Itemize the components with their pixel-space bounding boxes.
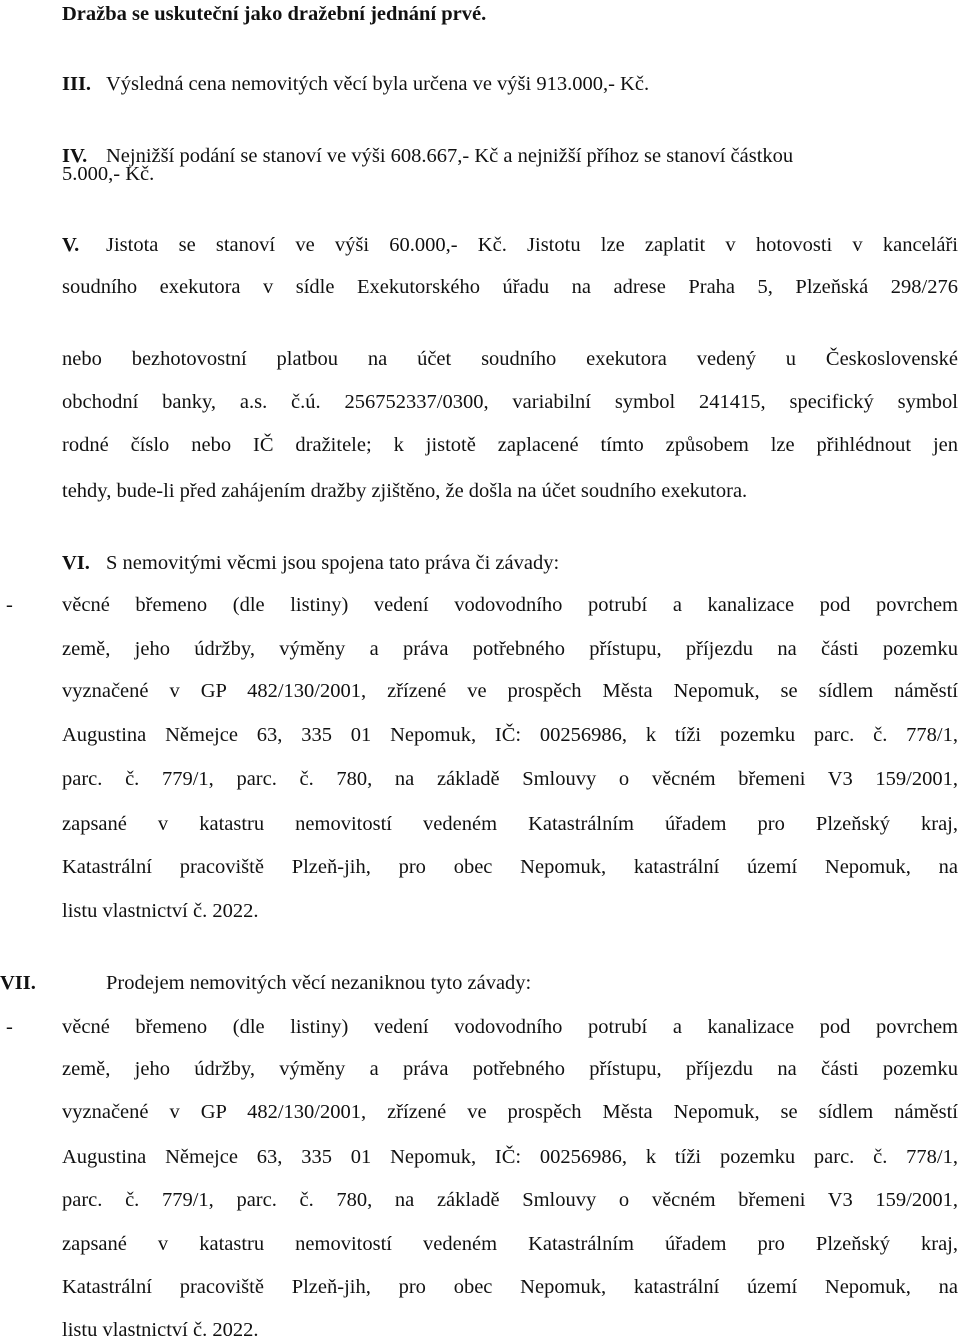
section-7-line-3: vyznačené v GP 482/130/2001, zřízené ve prospěch Města Nepomuk, se sídlem náměstí [62,1101,958,1123]
section-6-line-2: země, jeho údržby, výměny a práva potřebného přístupu, příjezdu na části pozemku [62,638,958,660]
section-7-heading: Prodejem nemovitých věcí nezaniknou tyto závady: [106,972,532,994]
section-3-number: III. [62,73,92,95]
section-5-line-2: soudního exekutora v sídle Exekutorského úřadu na adrese Praha 5, Plzeňská 298/276 [62,276,958,298]
section-5-line-4: obchodní banky, a.s. č.ú. 256752337/0300, variabilní symbol 241415, specifický symbol [62,391,958,413]
section-5-line-5: rodné číslo nebo IČ dražitele; k jistotě zaplacené tímto způsobem lze přihlédnout jen [62,434,958,456]
section-7-line-2: země, jeho údržby, výměny a práva potřebného přístupu, příjezdu na části pozemku [62,1058,958,1080]
section-6-line-1: věcné břemeno (dle listiny) vedení vodovodního potrubí a kanalizace pod povrchem [62,594,958,616]
section-7-line-6: zapsané v katastru nemovitostí vedeném Katastrálním úřadem pro Plzeňský kraj, [62,1233,958,1255]
section-5-line-1: Jistota se stanoví ve výši 60.000,- Kč. Jistotu lze zaplatit v hotovosti v kanceláři [106,234,958,256]
section-6-line-6: zapsané v katastru nemovitostí vedeném Katastrálním úřadem pro Plzeňský kraj, [62,813,958,835]
section-5-line-6: tehdy, bude-li před zahájením dražby zjištěno, že došla na účet soudního exekutora. [62,480,748,502]
section-5-number: V. [62,234,80,256]
section-6-dash: - [6,594,13,616]
section-6-line-7: Katastrální pracoviště Plzeň-jih, pro obec Nepomuk, katastrální území Nepomuk, na [62,856,958,878]
intro-line: Dražba se uskuteční jako dražební jednání prvé. [62,3,487,25]
section-6-number: VI. [62,552,90,574]
section-6-line-4: Augustina Němejce 63, 335 01 Nepomuk, IČ: 00256986, k tíži pozemku parc. č. 778/1, [62,724,958,746]
section-6-line-5: parc. č. 779/1, parc. č. 780, na základě Smlouvy o věcném břemeni V3 159/2001, [62,768,958,790]
section-3-text: Výsledná cena nemovitých věcí byla určena ve výši 913.000,- Kč. [106,73,650,95]
section-5-line-3: nebo bezhotovostní platbou na účet soudního exekutora vedený u Československé [62,348,958,370]
section-7-line-5: parc. č. 779/1, parc. č. 780, na základě Smlouvy o věcném břemeni V3 159/2001, [62,1189,958,1211]
section-7-line-7: Katastrální pracoviště Plzeň-jih, pro obec Nepomuk, katastrální území Nepomuk, na [62,1276,958,1298]
section-4-continuation: 5.000,- Kč. [62,163,155,185]
section-6-line-8: listu vlastnictví č. 2022. [62,900,259,922]
section-6-heading: S nemovitými věcmi jsou spojena tato práva či závady: [106,552,560,574]
section-4-number: IV. [62,145,88,167]
section-7-line-4: Augustina Němejce 63, 335 01 Nepomuk, IČ: 00256986, k tíži pozemku parc. č. 778/1, [62,1146,958,1168]
section-6-line-3: vyznačené v GP 482/130/2001, zřízené ve prospěch Města Nepomuk, se sídlem náměstí [62,680,958,702]
section-7-line-1: věcné břemeno (dle listiny) vedení vodovodního potrubí a kanalizace pod povrchem [62,1016,958,1038]
section-7-line-8: listu vlastnictví č. 2022. [62,1319,259,1341]
section-7-dash: - [6,1016,13,1038]
section-7-number: VII. [0,972,36,994]
section-4-text: Nejnižší podání se stanoví ve výši 608.667,- Kč a nejnižší příhoz se stanoví částkou [106,145,794,167]
